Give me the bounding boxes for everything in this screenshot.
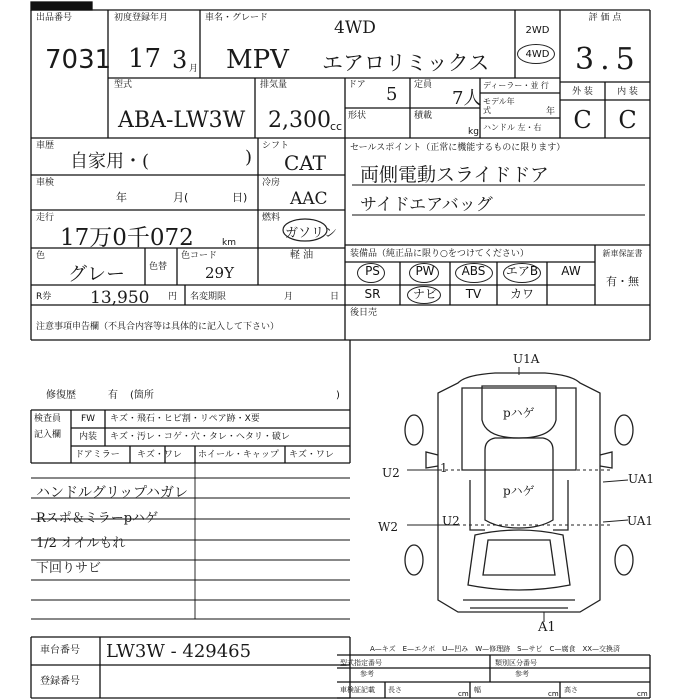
displacement-label: 排気量 <box>260 80 288 90</box>
aircon: AAC <box>290 189 328 209</box>
diagram-right-mark-1: UA1 <box>628 472 655 486</box>
aircon-label: 冷房 <box>262 178 281 188</box>
equipment-ps: PS <box>365 264 380 278</box>
score-label: 評 価 点 <box>588 13 622 23</box>
fw-head: FW <box>80 414 96 424</box>
shaken-day: 日) <box>232 191 248 204</box>
drive-2wd: 2WD <box>525 25 550 36</box>
sales-point-1: 両側電動スライドドア <box>360 164 549 186</box>
model-year-label: モデル年式 <box>483 97 515 115</box>
dimension-label: 車検証記載 <box>340 686 375 694</box>
diagram-rear-mark: A1 <box>538 620 556 635</box>
designation-label: 型式指定番号 <box>340 659 382 667</box>
load-unit: kg <box>468 127 479 137</box>
grade: エアロリミックス <box>322 51 490 75</box>
chassis-number: LW3W - 429465 <box>106 641 252 662</box>
door-mirror-text: キズ・ワレ <box>137 450 182 460</box>
month-unit: 月 <box>189 64 199 74</box>
sales-point-2: サイドエアバッグ <box>360 195 493 215</box>
shaken-year: 年 <box>116 191 127 204</box>
length-label: 長さ <box>388 686 402 694</box>
fuel-light-oil: 軽 油 <box>290 250 314 261</box>
color-code-label: 色コード <box>181 251 218 261</box>
door-mirror-head: ドアミラー <box>75 450 120 460</box>
diagram-roof-mark: pハゲ <box>503 406 535 420</box>
dealer-label: ディーラー・並 行 <box>483 81 549 90</box>
note-3: 1/2 オイルもれ <box>36 536 126 551</box>
equipment-aw: AW <box>561 264 581 278</box>
doors-label: ドア <box>348 80 366 90</box>
interior-head: 内装 <box>78 432 97 442</box>
shift-label: シフト <box>262 141 290 151</box>
note-1: ハンドルグリップハガレ <box>36 485 189 501</box>
color-change-label: 色替 <box>149 262 168 272</box>
equipment-sr: SR <box>364 287 381 301</box>
doors: 5 <box>386 84 398 105</box>
damage-legend: A—キズ E—エクボ U—凹み W—修理跡 S—サビ C—腐食 XX—交換済 <box>370 645 621 653</box>
fw-text: キズ・飛石・ヒビ割・リペア跡・X要 <box>110 414 260 424</box>
load-label: 積載 <box>414 111 433 121</box>
diagram-left-mark-3: U2 <box>442 514 460 528</box>
inspector-label-2: 記入欄 <box>34 430 62 440</box>
equipment-label: 装備品（純正品に限り○をつけてください） <box>350 249 529 259</box>
navi-circle <box>407 286 441 304</box>
diagram-left-mark-1: U2 <box>382 466 400 480</box>
equipment-abs: ABS <box>461 264 486 278</box>
rear-seat-label: 後日売 <box>350 308 378 318</box>
width-label: 幅 <box>474 686 481 694</box>
note-2: Rスポ＆ミラーpハゲ <box>36 511 159 526</box>
height-label: 高さ <box>564 686 578 694</box>
inspector-label-1: 検査員 <box>34 414 62 424</box>
displacement-unit: cc <box>330 120 343 133</box>
lot-number: 7031 <box>45 45 112 75</box>
model-name: MPV <box>226 45 289 75</box>
shaken-month: 月( <box>173 191 189 204</box>
diagram-left-inner: 1 <box>440 461 448 475</box>
model-code-label: 型式 <box>114 80 133 90</box>
first-registration-month: 3 <box>172 46 188 74</box>
repair-yes: 有 <box>108 390 118 401</box>
first-registration-year: 17 <box>128 44 162 74</box>
equipment-pw: PW <box>415 264 435 278</box>
color: グレー <box>68 263 126 285</box>
equipment-tv: TV <box>465 287 482 301</box>
capacity-label: 定員 <box>414 80 433 90</box>
new-warranty-label: 新車保証書 <box>602 249 643 258</box>
abs-circle <box>455 263 493 283</box>
diagram-left-mark-2: W2 <box>378 520 398 534</box>
width-cm: cm <box>548 690 559 698</box>
shaken-label: 車検 <box>36 178 55 188</box>
pw-circle <box>409 263 439 283</box>
ps-circle <box>357 263 385 283</box>
drive-4wd: 4WD <box>525 49 550 60</box>
notes-label: 注意事項申告欄（不具合内容等は具体的に記入して下さい） <box>36 322 280 332</box>
fuel-label: 燃料 <box>262 213 281 223</box>
score: 3.5 <box>575 42 641 77</box>
recycle-fee: 13,950 <box>90 288 150 308</box>
diagram-right-mark-2: UA1 <box>627 514 654 528</box>
length-cm: cm <box>458 690 469 698</box>
displacement: 2,300 <box>268 108 331 133</box>
new-warranty-value: 有・無 <box>606 275 639 288</box>
interior-text: キズ・汚レ・コゲ・穴・タレ・ヘタリ・破レ <box>110 432 290 442</box>
registration-label: 登録番号 <box>40 676 80 687</box>
drive-handwritten: 4WD <box>334 18 376 38</box>
sales-points-label: セールスポイント（正常に機能するものに限ります） <box>350 143 566 153</box>
meigi-month: 月 <box>284 292 294 302</box>
height-cm: cm <box>637 690 648 698</box>
lot-number-label: 出品番号 <box>36 13 73 23</box>
usage-value: 自家用・( <box>70 151 150 172</box>
equipment-navi: ナビ <box>412 287 437 301</box>
fuel: ガソリン <box>285 226 338 241</box>
repair-label: 修復歴 <box>46 390 76 401</box>
drive-4wd-circle <box>517 44 555 64</box>
mileage: 17万0千072 <box>60 225 194 251</box>
wheel-text: キズ・ワレ <box>289 450 334 460</box>
note-4: 下回りサビ <box>36 561 102 576</box>
model-year-unit: 年 <box>546 107 556 117</box>
diagram-front-mark: U1A <box>513 352 540 366</box>
meigi-label: 名変期限 <box>190 292 227 302</box>
exterior-grade: C <box>573 106 592 134</box>
diagram-hood-mark: pハゲ <box>503 484 535 498</box>
handle-label: ハンドル 左・右 <box>483 123 542 132</box>
mileage-label: 走行 <box>36 213 55 223</box>
equipment-leather: カワ <box>509 287 534 301</box>
recycle-label: R券 <box>36 292 52 302</box>
repair-close: ) <box>336 390 340 401</box>
capacity: 7人 <box>452 88 482 109</box>
shift: CAT <box>284 151 326 175</box>
designation-ref: 参考 <box>360 670 374 678</box>
color-code: 29Y <box>205 264 234 282</box>
first-registration-label: 初度登録年月 <box>114 13 169 23</box>
model-code: ABA-LW3W <box>118 108 246 133</box>
classification-label: 類別区分番号 <box>495 659 537 667</box>
yen-unit: 円 <box>168 292 178 302</box>
interior-label: 内 装 <box>617 87 638 97</box>
interior-grade: C <box>618 106 637 134</box>
color-label: 色 <box>36 251 46 261</box>
chassis-label: 車台番号 <box>40 645 80 656</box>
shape-label: 形状 <box>348 111 367 121</box>
model-name-label: 車名・グレード <box>205 13 269 23</box>
wheel-head: ホイール・キャップ <box>198 450 279 460</box>
repair-place: (箇所 <box>130 390 154 401</box>
exterior-label: 外 装 <box>572 87 593 97</box>
mileage-unit: km <box>222 238 236 248</box>
usage-close: ) <box>245 147 253 168</box>
classification-ref: 参考 <box>515 670 529 678</box>
meigi-day: 日 <box>330 292 340 302</box>
equipment-airbag: エアB <box>505 264 539 278</box>
usage-label: 車歴 <box>36 141 55 151</box>
airbag-circle <box>503 263 541 283</box>
